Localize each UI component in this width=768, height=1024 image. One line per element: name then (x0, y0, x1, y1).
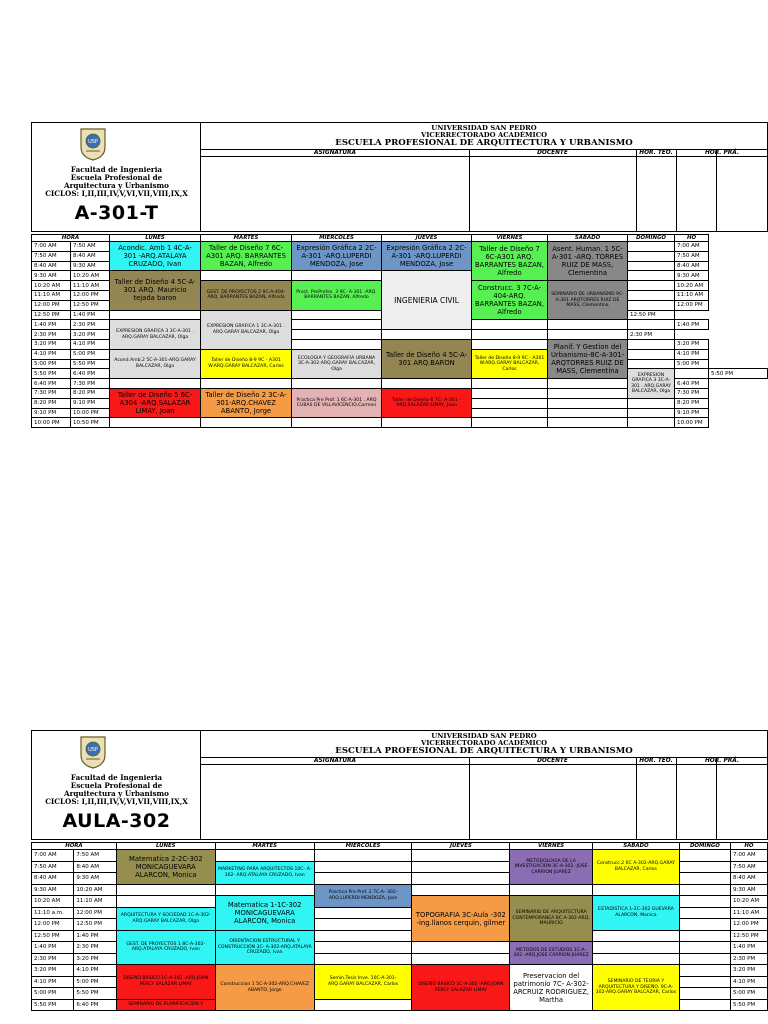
col-hor-pra: HOR. PRÁ. (676, 149, 768, 157)
time-right: 6:40 PM (675, 379, 709, 389)
faculty-line-1: Facultad de Ingenieria (70, 165, 163, 174)
class-cell: MARKETING PARA ARQUITECTOS 10C- A-302- ARQ.ATALAYA CRUZADO, Ivan (215, 861, 314, 884)
time-right: 4:10 PM (730, 976, 767, 988)
time-end: 8:40 AM (71, 251, 110, 261)
empty-cell (215, 850, 314, 862)
time-start: 8:40 AM (32, 261, 71, 271)
cycles-line: CICLOS: I,II,III,IV,V,VI,VII,VIII,IX,X (45, 797, 188, 806)
vicerrectorado-name: VICERRECTORADO ACADÉMICO (420, 131, 548, 139)
empty-cell (628, 339, 675, 349)
empty-cell (679, 999, 730, 1011)
class-cell: DISEÑO BASICO 1C-A-302 -ARQ.JOAN PERCY SALAZAR LIMAY (116, 965, 215, 1000)
empty-cell (314, 861, 412, 873)
time-right: 5:00 PM (730, 988, 767, 1000)
empty-cell (679, 988, 730, 1000)
time-start: 12:00 PM (32, 919, 74, 931)
table-row (32, 850, 768, 862)
class-cell: Pract. PreProfes. 3 9C- A-301 -ARQ. BARRANTES BAZAN, Alfredo (292, 281, 382, 310)
class-cell: SEMINARIO DE ARQUITECTURA CONTEMPORANEA 8C A-302-ARQ. MAURICIO (510, 896, 593, 942)
empty-cell (215, 884, 314, 896)
sheet-header (31, 730, 768, 840)
class-cell: Practica Pre Prof. 2 7C-A- 302- ARQ.LUPERDI MENDOZA, Jose (314, 884, 412, 907)
empty-cell (679, 942, 730, 954)
class-cell: GEST. DE PROYECTOS 2 9C-A-404-ARQ. BARRANTES BAZAN, Alfredo (201, 281, 292, 310)
room-title: AULA-302 (62, 810, 171, 832)
divider (636, 757, 637, 839)
faculty-panel (32, 123, 201, 231)
time-end: 3:20 PM (71, 330, 110, 340)
empty-cell (292, 330, 382, 340)
school-name: ESCUELA PROFESIONAL DE ARQUITECTURA Y URBANISMO (335, 746, 633, 756)
empty-cell (472, 339, 548, 349)
empty-cell (412, 942, 510, 954)
empty-cell (412, 884, 510, 896)
university-name: UNIVERSIDAD SAN PEDRO (431, 732, 537, 740)
sheet-header (31, 122, 768, 232)
empty-cell (679, 896, 730, 908)
time-right: 10:20 AM (730, 896, 767, 908)
class-cell: ESTADISTICA 1-2C-302 GUEVARA ALARCON, Monica (592, 896, 679, 931)
class-cell: Taller de Diseño 4 5C-A-301 ARQ.BARON (382, 339, 472, 378)
class-cell: GEST. DE PROYECTOS 1 8C-A-302-ARQ.ATALAYA CRUZADO, Ivan (116, 930, 215, 965)
logo-lettering: USP (88, 139, 98, 145)
table-row (32, 418, 768, 428)
time-start: 4:10 PM (32, 976, 74, 988)
faculty-line-2: Escuela Profesional de (70, 173, 163, 182)
class-cell: ARQUITECTURA Y SOCIEDAD 1C-A-302- ARQ.GARAY BALCAZAR, Olga (116, 907, 215, 930)
time-right: 8:40 AM (675, 261, 709, 271)
empty-cell (628, 281, 675, 291)
empty-cell (382, 418, 472, 428)
class-cell: ORIENTACION ESTRUCTURAL Y CONSTRUCCION 3C- A-302-ARQ.ATALAYA CRUZADO, Ivan (215, 930, 314, 965)
table-row (32, 965, 768, 977)
empty-cell (679, 884, 730, 896)
empty-cell (628, 359, 675, 369)
day-lunes: LUNES (110, 235, 201, 242)
empty-cell (412, 850, 510, 862)
class-cell: EXPRESION GRAFICA 1 3C-A-301 . ARQ.GARAY BALCAZAR, Olga (201, 310, 292, 349)
time-right: 5:50 PM (730, 999, 767, 1011)
time-end: 2:30 PM (71, 320, 110, 330)
time-right: 8:40 AM (730, 873, 767, 885)
empty-cell (472, 398, 548, 408)
empty-cell (116, 896, 215, 908)
time-start: 11:10 AM (32, 290, 71, 300)
empty-cell (314, 953, 412, 965)
empty-cell (679, 907, 730, 919)
class-cell: Taller de Diseño 2 3C-A-301-ARQ.CHAVEZ ABANTO, Jorge (201, 388, 292, 417)
col-asignatura: ASIGNATURA (201, 757, 469, 765)
empty-cell (314, 999, 412, 1011)
time-start: 12:50 PM (32, 930, 74, 942)
time-start: 10:00 PM (32, 418, 71, 428)
table-row (32, 884, 768, 896)
empty-cell (110, 418, 201, 428)
time-start: 12:50 PM (32, 310, 71, 320)
empty-cell (548, 379, 628, 389)
time-right: 12:00 PM (675, 300, 709, 310)
faculty-line-2: Escuela Profesional de (70, 781, 163, 790)
empty-cell (314, 919, 412, 931)
day-jueves: JUEVES (382, 235, 472, 242)
empty-cell (628, 418, 675, 428)
university-logo-icon (78, 127, 108, 161)
empty-cell (292, 271, 382, 281)
empty-cell (679, 976, 730, 988)
class-cell: METODOS DE ESTUDIOS 1C-A-302 -ARQ.JOSE CARRION JUAREZ (510, 942, 593, 965)
class-cell: Taller de Diseño 4 5C-A-301 ARQ. Mauricio tejada baron (110, 271, 201, 310)
day-miercoles: MIÉRCOLES (314, 843, 412, 850)
time-start: 7:00 AM (32, 850, 74, 862)
table-row (32, 242, 768, 252)
empty-cell (628, 300, 675, 310)
time-right: 12:50 PM (628, 310, 675, 320)
empty-cell (628, 408, 675, 418)
day-sabado: SÁBADO (592, 843, 679, 850)
empty-cell (548, 388, 628, 398)
time-right: 5:00 PM (675, 359, 709, 369)
table-row (32, 930, 768, 942)
class-cell: Planif. Y Gestion del Urbanismo-8C-A-301-ARQTORRES RUIZ DE MASS, Clementina (548, 339, 628, 378)
time-right: 3:20 PM (730, 965, 767, 977)
class-cell: INGENIERIA CIVIL (382, 271, 472, 330)
time-right: 8:20 PM (675, 398, 709, 408)
time-start: 3:20 PM (32, 965, 74, 977)
class-cell: Taller de Diseño 8-9 9C - A301 W.ARQ.GARAY BALCAZAR, Carlos (201, 349, 292, 378)
class-cell: EXPRESION GRAFICA 3 3C-A-301 . ARQ.GARAY BALCAZAR, Olga (110, 320, 201, 349)
time-end: 9:30 AM (71, 261, 110, 271)
time-start: 12:00 PM (32, 300, 71, 310)
time-end: 7:50 AM (71, 242, 110, 252)
time-end: 7:50 AM (74, 850, 116, 862)
time-end: 8:20 PM (71, 388, 110, 398)
class-cell: Construcc.2 6C A-302-ARQ.GARAY BALCAZAR, Carlos (592, 850, 679, 885)
time-right: 2:30 PM (730, 953, 767, 965)
divider (636, 149, 637, 231)
time-start: 7:30 PM (32, 388, 71, 398)
class-cell: Semin.Tesis Inve. 10C-A-301-ARQ.GARAY BALCAZAR, Carlos (314, 965, 412, 1000)
empty-cell (472, 379, 548, 389)
time-end: 11:10 AM (71, 281, 110, 291)
empty-cell (382, 330, 472, 340)
empty-cell (292, 320, 382, 330)
col-asignatura: ASIGNATURA (201, 149, 469, 157)
time-end: 1:40 PM (74, 930, 116, 942)
class-cell: Expresión Gráfica 2 2C- A-301 -ARQ.LUPERDI MENDOZA, Jose (382, 242, 472, 271)
timetable (31, 234, 768, 428)
time-right: 7:00 AM (730, 850, 767, 862)
time-end: 1:40 PM (71, 310, 110, 320)
time-right: 12:50 PM (730, 930, 767, 942)
empty-cell (314, 850, 412, 862)
class-cell: Matematica 1-1C-302 MONICAGUEVARA ALARCON, Monica (215, 896, 314, 931)
divider (716, 757, 717, 839)
empty-cell (679, 965, 730, 977)
time-end: 10:20 AM (71, 271, 110, 281)
faculty-panel (32, 731, 201, 839)
divider (676, 757, 677, 839)
time-end: 12:00 PM (71, 290, 110, 300)
empty-cell (412, 873, 510, 885)
day-lunes: LUNES (116, 843, 215, 850)
class-cell: Matematica 2-2C-302 MONICAGUEVARA ALARCON, Monica (116, 850, 215, 885)
class-cell: TOPOGRAFIA 3C-Aula -302 -ing.llanos cerquin, gilmer (412, 896, 510, 942)
day-viernes: VIERNES (472, 235, 548, 242)
time-right: 7:00 AM (675, 242, 709, 252)
divider (716, 149, 717, 231)
time-right: 1:40 PM (730, 942, 767, 954)
divider (469, 757, 470, 839)
time-start: 10:20 AM (32, 281, 71, 291)
empty-cell (675, 369, 709, 379)
time-end: 10:50 PM (71, 418, 110, 428)
empty-cell (201, 271, 292, 281)
time-right: 9:30 AM (730, 884, 767, 896)
timetable (31, 842, 768, 1011)
time-start: 8:40 AM (32, 873, 74, 885)
class-cell: Acond.Amb.2 5C-A-301-ARQ.GARAY BALCAZAR, Olga (110, 349, 201, 378)
time-end: 12:50 PM (74, 919, 116, 931)
time-end: 4:10 PM (71, 339, 110, 349)
empty-cell (679, 873, 730, 885)
university-name: UNIVERSIDAD SAN PEDRO (431, 124, 537, 132)
empty-cell (314, 930, 412, 942)
empty-cell (548, 418, 628, 428)
class-cell: Acondic. Amb 1 4C-A-301 -ARQ.ATALAYA CRUZADO, Ivan (110, 242, 201, 271)
empty-cell (592, 884, 679, 896)
empty-cell (314, 942, 412, 954)
col-hor-teo: HOR. TEO. (636, 757, 676, 765)
time-start: 9:30 AM (32, 271, 71, 281)
time-start: 5:50 PM (32, 369, 71, 379)
empty-cell (679, 930, 730, 942)
logo-lettering: USP (88, 747, 98, 753)
empty-cell (628, 320, 675, 330)
time-end: 3:20 PM (74, 953, 116, 965)
time-right: 7:50 AM (675, 251, 709, 261)
time-end: 5:00 PM (74, 976, 116, 988)
empty-cell (110, 310, 201, 320)
time-right: 7:50 AM (730, 861, 767, 873)
empty-cell (628, 261, 675, 271)
time-end: 10:20 AM (74, 884, 116, 896)
time-end: 10:00 PM (71, 408, 110, 418)
vicerrectorado-name: VICERRECTORADO ACADÉMICO (420, 739, 548, 747)
empty-cell (628, 349, 675, 359)
empty-cell (472, 408, 548, 418)
time-start: 5:00 PM (32, 359, 71, 369)
class-cell: Expresión Gráfica 2 2C- A-301 -ARQ.LUPERDI MENDOZA, Jose (292, 242, 382, 271)
time-start: 9:10 PM (32, 408, 71, 418)
time-start: 1:40 PM (32, 320, 71, 330)
col-hor-pra: HOR. PRÁ. (676, 757, 768, 765)
time-start: 2:30 PM (32, 330, 71, 340)
empty-cell (628, 398, 675, 408)
empty-cell (412, 953, 510, 965)
time-end: 6:40 PM (71, 369, 110, 379)
time-start: 2:30 PM (32, 953, 74, 965)
empty-cell (110, 379, 201, 389)
day-header-row (32, 843, 768, 850)
time-right: 9:10 PM (675, 408, 709, 418)
university-logo-icon (78, 735, 108, 769)
time-end: 12:50 PM (71, 300, 110, 310)
time-right: 5:50 PM (709, 369, 768, 379)
empty-cell (292, 379, 382, 389)
time-end: 12:00 PM (74, 907, 116, 919)
day-viernes: VIERNES (510, 843, 593, 850)
time-end: 9:10 PM (71, 398, 110, 408)
empty-cell (679, 953, 730, 965)
day-sabado: SÁBADO (548, 235, 628, 242)
empty-cell (628, 290, 675, 300)
empty-cell (679, 861, 730, 873)
time-right: 3:20 PM (675, 339, 709, 349)
day-domingo: DOMINGO (628, 235, 675, 242)
class-cell: METODOLOGIA DE LA INVESTIGACION 3C-A-302 -JOSE CARRION JUAREZ (510, 850, 593, 885)
time-start: 6:40 PM (32, 379, 71, 389)
time-right: 7:30 PM (675, 388, 709, 398)
class-cell: EXPRESION GRAFICA 3 3C-A-301 . ARQ.GARAY BALCAZAR, Olga (628, 369, 675, 398)
empty-cell (382, 379, 472, 389)
class-cell: Taller de Diseño 8-9 9C - A301 W.ARQ.GARAY BALCAZAR, Carlos (472, 349, 548, 378)
class-cell: DISEÑO BASICO 1C-A-302 -ARQ.JOAN PERCY SALAZAR LIMAY (412, 965, 510, 1011)
time-start: 8:20 PM (32, 398, 71, 408)
day-header-row (32, 235, 768, 242)
empty-cell (472, 320, 548, 330)
hora-header-right: HO (675, 235, 709, 242)
time-start: 9:30 AM (32, 884, 74, 896)
empty-cell (314, 907, 412, 919)
time-end: 5:50 PM (74, 988, 116, 1000)
school-name: ESCUELA PROFESIONAL DE ARQUITECTURA Y URBANISMO (335, 138, 633, 148)
table-row (32, 271, 768, 281)
empty-cell (472, 388, 548, 398)
hora-header: HORA (32, 843, 117, 850)
class-cell: Taller de Diseño 5 6C-A304 -ARQ.SALAZAR LIMAY, Joan (110, 388, 201, 417)
time-end: 6:40 PM (74, 999, 116, 1011)
time-end: 7:30 PM (71, 379, 110, 389)
empty-cell (592, 953, 679, 965)
col-docente: DOCENTE (469, 757, 636, 765)
empty-cell (292, 310, 382, 320)
empty-cell (548, 330, 628, 340)
time-start: 3:20 PM (32, 339, 71, 349)
class-cell: Preservacion del patrimonio 7C- A-302- ARCRUIZ RODRIGUEZ, Martha (510, 965, 593, 1011)
empty-cell (679, 919, 730, 931)
time-start: 4:10 PM (32, 349, 71, 359)
empty-cell (592, 942, 679, 954)
time-right: 11:10 AM (730, 907, 767, 919)
class-cell: SEMINARIO DE TEORIA Y ARQUITECTURA Y DISEÑO. 9C-A-302-ARQ.GARAY BALCAZAR, Carlos (592, 965, 679, 1011)
time-end: 9:30 AM (74, 873, 116, 885)
faculty-line-3: Arquitectura y Urbanismo (64, 789, 169, 798)
empty-cell (548, 408, 628, 418)
day-martes: MARTES (215, 843, 314, 850)
class-cell: ECOLOGIA Y GEOGRAFIA URBANA 3C-A-302-ARQ.GARAY BALCAZAR, Olga (292, 349, 382, 378)
empty-cell (592, 930, 679, 942)
class-cell: SEMINARIO DE URBANISMO 9C- A-301 ARQTORRES RUIZ DE MASS, Clementina (548, 281, 628, 320)
faculty-line-3: Arquitectura y Urbanismo (64, 181, 169, 190)
empty-cell (412, 861, 510, 873)
class-cell: Taller de Diseño 6 7C- A-301 -ARQ.SALAZAR LIMAY, Joan (382, 388, 472, 417)
time-right: 2:30 PM (628, 330, 675, 340)
empty-cell (628, 271, 675, 281)
time-start: 7:50 AM (32, 251, 71, 261)
time-end: 5:50 PM (71, 359, 110, 369)
class-cell: Construccion 1 5C-A-302-ARQ.CHAVEZ ABANTO, Jorge (215, 965, 314, 1011)
time-right: 11:10 AM (675, 290, 709, 300)
time-end: 11:10 AM (74, 896, 116, 908)
class-cell: Taller de Diseño 7 6C-A301 ARQ. BARRANTES BAZAN, Alfredo (472, 242, 548, 281)
col-hor-teo: HOR. TEO. (636, 149, 676, 157)
time-start: 11:10 a.m. (32, 907, 74, 919)
class-cell: Taller de Diseño 7 6C-A301 ARQ. BARRANTES BAZAN, Alfredo (201, 242, 292, 271)
day-domingo: DOMINGO (679, 843, 730, 850)
time-right: 1:40 PM (675, 320, 709, 330)
class-cell: Asent. Human. 1 5C- A-301 -ARQ. TORRES RUIZ DE MASS, Clementina (548, 242, 628, 281)
empty-cell (292, 339, 382, 349)
empty-cell (510, 884, 593, 896)
room-title: A-301-T (74, 202, 159, 224)
empty-cell (116, 884, 215, 896)
empty-cell (292, 418, 382, 428)
time-start: 7:50 AM (32, 861, 74, 873)
empty-cell (314, 873, 412, 885)
empty-cell (628, 251, 675, 261)
empty-cell (201, 418, 292, 428)
time-start: 7:00 AM (32, 242, 71, 252)
day-martes: MARTES (201, 235, 292, 242)
time-right: 4:10 PM (675, 349, 709, 359)
class-cell: Construcc. 3 7C-A-404-ARQ. BARRANTES BAZAN, Alfredo (472, 281, 548, 320)
time-right: 10:00 PM (675, 418, 709, 428)
class-cell: Practica Pre Prof. 1 6C-A-301 . ARQ CUBAS DE VILLAVICENCIO,Carmen (292, 388, 382, 417)
empty-cell (472, 418, 548, 428)
divider (676, 149, 677, 231)
empty-cell (548, 320, 628, 330)
time-end: 8:40 AM (74, 861, 116, 873)
time-start: 1:40 PM (32, 942, 74, 954)
empty-cell (679, 850, 730, 862)
time-start: 10:20 AM (32, 896, 74, 908)
col-docente: DOCENTE (469, 149, 636, 157)
cycles-line: CICLOS: I,II,III,IV,V,VI,VII,VIII,IX,X (45, 189, 188, 198)
time-end: 2:30 PM (74, 942, 116, 954)
empty-cell (628, 242, 675, 252)
time-right: 10:20 AM (675, 281, 709, 291)
empty-cell (201, 379, 292, 389)
empty-cell (472, 330, 548, 340)
time-right: 9:30 AM (675, 271, 709, 281)
time-right: 12:00 PM (730, 919, 767, 931)
time-start: 5:00 PM (32, 988, 74, 1000)
time-start: 5:50 PM (32, 999, 74, 1011)
time-end: 5:00 PM (71, 349, 110, 359)
day-miercoles: MIÉRCOLES (292, 235, 382, 242)
time-end: 4:10 PM (74, 965, 116, 977)
divider (469, 149, 470, 231)
class-cell: SEMINARIO DE PLANIFICACION Y (116, 999, 215, 1011)
faculty-line-1: Facultad de Ingenieria (70, 773, 163, 782)
hora-header: HORA (32, 235, 110, 242)
day-jueves: JUEVES (412, 843, 510, 850)
empty-cell (548, 398, 628, 408)
hora-header-right: HO (730, 843, 767, 850)
